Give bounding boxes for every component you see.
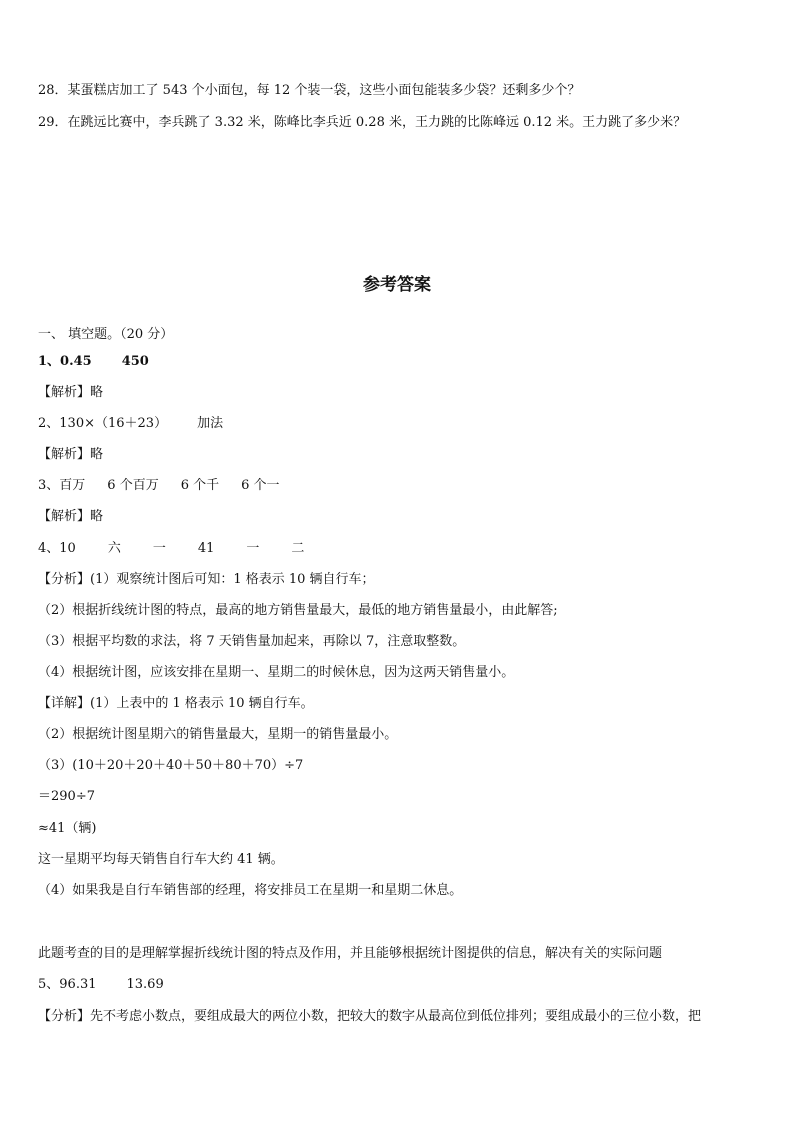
question-29 — [38, 114, 764, 132]
answer-part: 10 — [59, 541, 76, 556]
question-number: 28． — [38, 83, 68, 98]
answer-5 — [38, 976, 764, 994]
analysis-line: （2）根据折线统计图的特点，最高的地方销售量最大，最低的地方销售量最小，由此解答; — [38, 603, 558, 618]
summary-line: 此题考查的目的是理解掌握折线统计图的特点及作用，并且能够根据统计图提供的信息，解决有关的实际问题 — [38, 946, 663, 961]
analysis-line: （4）根据统计图，应该安排在星期一、星期二的时候休息，因为这两天销售量小。 — [38, 665, 515, 680]
analysis-line: （3）根据平均数的求法，将 7 天销售量加起来，再除以 7，注意取整数。 — [38, 634, 466, 649]
note-label: 【解析】 — [38, 447, 91, 462]
question-28 — [38, 82, 764, 100]
detail-line: ＝290÷7 — [38, 789, 95, 804]
detail-line: 【详解】(1）上表中的 1 格表示 10 辆自行车。 — [38, 696, 314, 711]
detail-line: （2）根据统计图星期六的销售量最大，星期一的销售量最小。 — [38, 727, 398, 742]
answer-part: 二 — [291, 541, 305, 556]
answer-number: 1、 — [38, 354, 61, 369]
answer-number: 2、 — [38, 416, 60, 431]
answer-number: 3、 — [38, 478, 60, 493]
note-text: 略 — [90, 385, 104, 400]
answer-number: 4、 — [38, 541, 60, 556]
analysis-line: 【分析】先不考虑小数点，要组成最大的两位小数，把较大的数字从最高位到低位排列；要组成最小的三位小数，把 — [38, 1009, 702, 1024]
answer-part: 96.31 — [59, 977, 97, 992]
answer-part: 13.69 — [126, 977, 164, 992]
answer-3 — [38, 477, 764, 495]
answer-part: 一 — [246, 541, 260, 556]
answer-2-note — [38, 446, 764, 464]
detail-line: ≈41（辆) — [38, 821, 97, 836]
answer-part: 0.45 — [60, 354, 92, 369]
answer-part: 6 个千 — [180, 478, 220, 493]
answer-part: 6 个百万 — [107, 478, 159, 493]
note-text: 略 — [90, 447, 104, 462]
answer-part: 41 — [197, 541, 215, 556]
answers-title: 参考答案 — [363, 275, 431, 295]
answer-part: 450 — [121, 354, 149, 369]
question-text: 某蛋糕店加工了 543 个小面包，每 12 个装一袋，这些小面包能装多少袋？还剩多少个？ — [67, 83, 581, 98]
answer-4 — [38, 540, 764, 558]
answer-part: 加法 — [197, 416, 224, 431]
answer-number: 5、 — [38, 977, 60, 992]
analysis-line: 【分析】(1）观察统计图后可知：1 格表示 10 辆自行车； — [38, 572, 375, 587]
note-label: 【解析】 — [38, 509, 91, 524]
detail-line: 这一星期平均每天销售自行车大约 41 辆。 — [38, 852, 284, 867]
answer-part: 六 — [107, 541, 121, 556]
detail-line: （3）(10＋20＋20＋40＋50＋80＋70）÷7 — [38, 758, 304, 773]
answer-1-note — [38, 384, 764, 402]
note-label: 【解析】 — [38, 385, 91, 400]
question-text: 在跳远比赛中，李兵跳了 3.32 米，陈峰比李兵近 0.28 米，王力跳的比陈峰远 0.12 米。王力跳了多少米？ — [67, 115, 687, 130]
answer-2 — [38, 415, 764, 433]
answer-part: 6 个一 — [241, 478, 280, 493]
answer-3-note — [38, 508, 764, 526]
detail-line: （4）如果我是自行车销售部的经理，将安排员工在星期一和星期二休息。 — [38, 883, 463, 898]
question-number: 29． — [38, 115, 68, 130]
answer-part: 一 — [152, 541, 166, 556]
answer-part: 130×（16＋23） — [59, 416, 168, 431]
note-text: 略 — [90, 509, 104, 524]
answer-1 — [38, 353, 764, 371]
answer-part: 百万 — [59, 478, 86, 493]
section-heading: 一、 填空题。（20 分） — [38, 327, 174, 342]
